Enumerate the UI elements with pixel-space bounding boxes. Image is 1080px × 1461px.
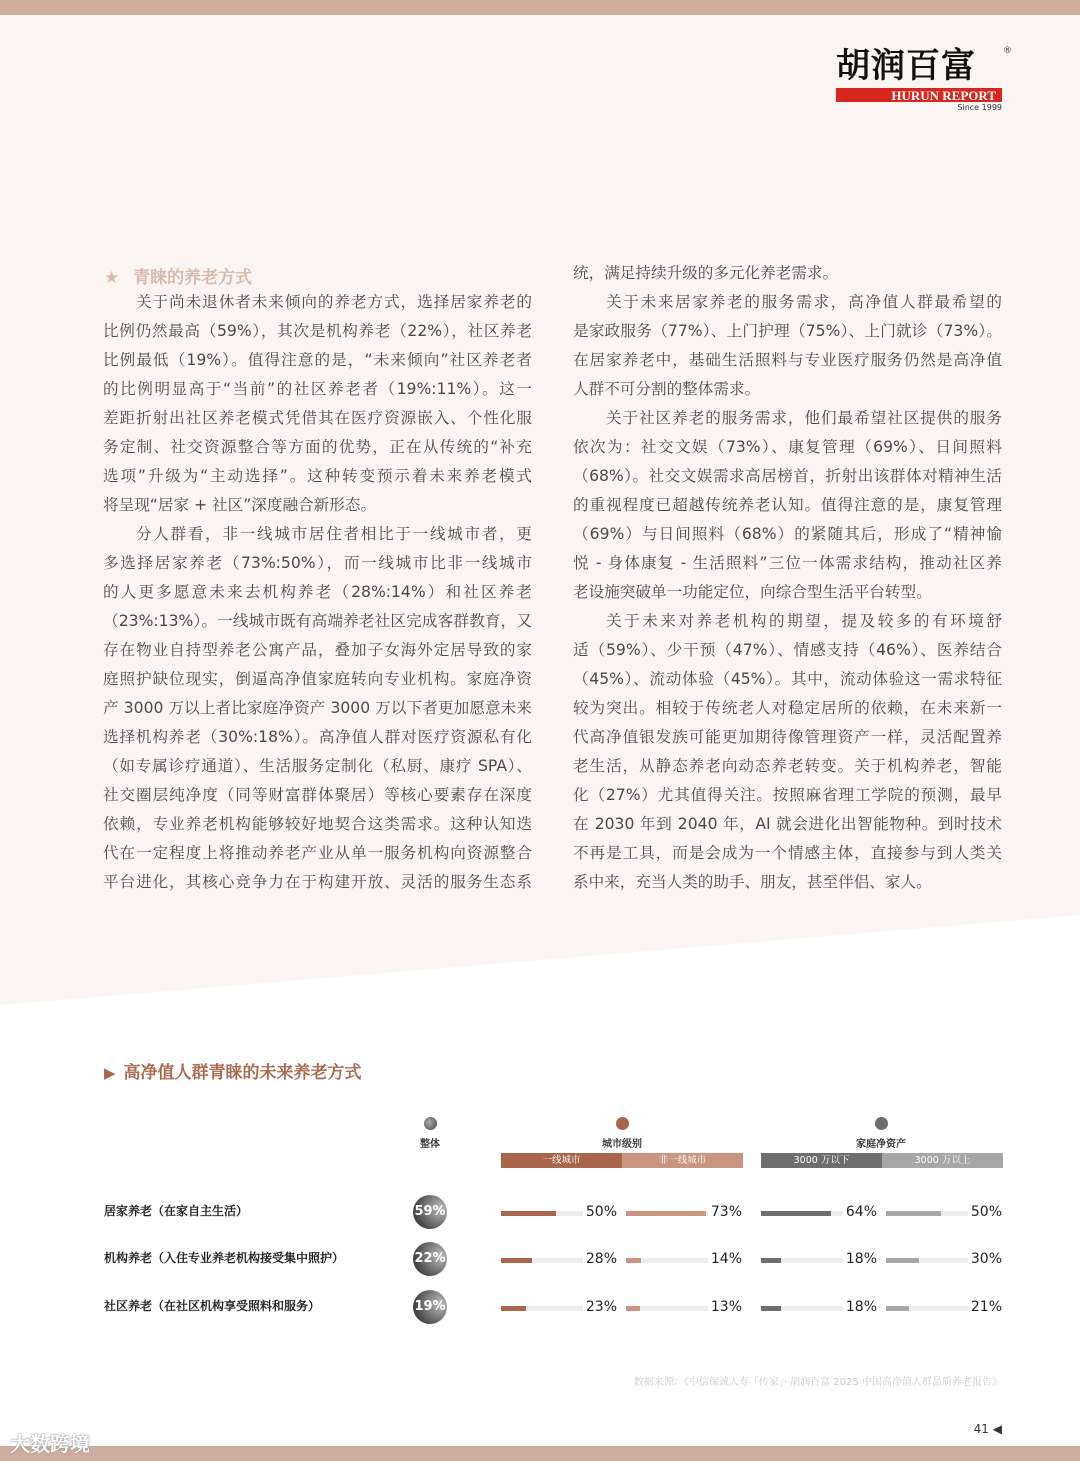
bar-value-text: 23% [583, 1299, 617, 1315]
paragraph-line: 差距折射出社区养老模式凭借其在医疗资源嵌入、个性化服 [103, 409, 532, 427]
paragraph-line: （23%:13%）。一线城市既有高端养老社区完成客群教育，又 [103, 612, 532, 630]
bar [501, 1258, 532, 1263]
page-arrow-icon: ◀ [992, 1422, 1002, 1436]
paragraph-line: 分人群看，非一线城市居住者相比于一线城市者，更 [136, 525, 532, 543]
paragraph-line: 比例仍然最高（59%），其次是机构养老（22%），社区养老 [103, 322, 532, 340]
top-band [0, 0, 1080, 15]
overall-dot-icon [424, 1117, 437, 1130]
paragraph-line: 老设施突破单一功能定位，向综合型生活平台转型。 [573, 583, 932, 601]
paragraph-line: 依赖，专业养老机构能够较好地契合这类需求。这种认知迭 [103, 815, 532, 833]
paragraph-line: 平台进化，其核心竞争力在于构建开放、灵活的服务生态系 [103, 873, 532, 891]
paragraph-line: 较为突出。相较于传统老人对稳定居所的依赖，在未来新一 [573, 699, 1002, 717]
bar-value-text: 18% [843, 1299, 877, 1315]
paragraph-line: 老生活，从静态养老向动态养老转变。关于机构养老，智能 [573, 757, 1002, 775]
category-label: 机构养老（入住专业养老机构接受集中照护） [104, 1251, 345, 1265]
paragraph-line: 人群不可分割的整体需求。 [573, 380, 761, 398]
series-header-above-30m: 3000 万以上 [882, 1153, 1003, 1168]
bar-value-label [952, 1299, 1002, 1315]
paragraph-line: 产 3000 万以上者比家庭净资产 3000 万以下者更加愿意未来 [103, 699, 532, 717]
paragraph-line: 依次为：社交文娱（73%）、康复管理（69%）、日间照料 [573, 438, 1002, 456]
bar [886, 1211, 941, 1216]
group-label-overall: 整体 [420, 1139, 440, 1150]
bar-value-label [692, 1204, 742, 1220]
bar-value-text: 13% [708, 1299, 742, 1315]
bar-value-label [692, 1299, 742, 1315]
chart-title [104, 1058, 362, 1083]
section-title-text: 青睐的养老方式 [133, 268, 253, 288]
bar-value-text: 50% [583, 1204, 617, 1220]
paragraph-line: 关于尚未退休者未来倾向的养老方式，选择居家养老的 [136, 293, 532, 311]
section-title [104, 263, 252, 288]
paragraph-line: 比例最低（19%）。值得注意的是，“未来倾向”社区养老者 [103, 351, 532, 369]
bar-value-text: 73% [708, 1204, 742, 1220]
bar [501, 1306, 526, 1311]
bar [761, 1258, 781, 1263]
paragraph-line: 的人更多愿意未来去机构养老（28%:14%）和社区养老 [103, 583, 532, 601]
paragraph-line: （45%）、流动体验（45%）。其中，流动体验这一需求特征 [573, 670, 1002, 688]
bar-value-label [567, 1299, 617, 1315]
paragraph-line: 代高净值银发族可能更加期待像管理资产一样，灵活配置养 [573, 728, 1002, 746]
group-label-assets: 家庭净资产 [856, 1139, 906, 1150]
data-source: 数据来源：《中信保诚人寿「传家」· 胡润百富 2025 中国高净值人群品质养老报告》 [633, 1377, 1002, 1388]
right-column [573, 259, 1002, 897]
bar-value-label [827, 1204, 877, 1220]
paragraph-line: 选项”升级为“主动选择”。这种转变预示着未来养老模式 [103, 467, 532, 485]
bar-value-label [567, 1251, 617, 1267]
paragraph-line: 适（59%）、少干预（47%）、情感支持（46%）、医养结合 [573, 641, 1002, 659]
bar-value-label [952, 1204, 1002, 1220]
bar [886, 1258, 919, 1263]
paragraph-line: 务定制、社交资源整合等方面的优势，正在从传统的“补充 [103, 438, 532, 456]
paragraph-line: 化（27%）尤其值得关注。按照麻省理工学院的预测，最早 [573, 786, 1002, 804]
bar-value-label [827, 1299, 877, 1315]
paragraph-line: 的重视程度已超越传统养老认知。值得注意的是，康复管理 [573, 496, 1002, 514]
bar [761, 1306, 781, 1311]
group-label-city: 城市级别 [602, 1139, 642, 1150]
triangle-icon: ▶ [104, 1064, 116, 1082]
logo-reg: ® [1003, 46, 1012, 56]
paragraph-line: 多选择居家养老（73%:50%），而一线城市比非一线城市 [103, 554, 532, 572]
logo-en: HURUN REPORT [836, 88, 1002, 102]
paragraph-line: 统，满足持续升级的多元化养老需求。 [573, 264, 839, 282]
paragraph-line: 关于未来居家养老的服务需求，高净值人群最希望的 [606, 293, 1002, 311]
bar-value-label [827, 1251, 877, 1267]
watermark: 大数跨境 [10, 1432, 90, 1456]
paragraph-line: 庭照护缺位现实，倒逼高净值家庭转向专业机构。家庭净资 [103, 670, 532, 688]
paragraph-line: 悦 - 身体康复 - 生活照料”三位一体需求结构，推动社区养 [573, 554, 1002, 572]
overall-value-circle: 22% [413, 1242, 447, 1276]
bar [626, 1306, 640, 1311]
star-icon: ★ [104, 268, 120, 288]
logo-cn: 胡润百富 [836, 46, 976, 86]
chart-title-text: 高净值人群青睐的未来养老方式 [123, 1063, 362, 1083]
page-number [974, 1422, 1002, 1436]
bar-value-text: 14% [708, 1251, 742, 1267]
assets-dot-icon [875, 1117, 888, 1130]
paragraph-line: 是家政服务（77%）、上门护理（75%）、上门就诊（73%）。 [573, 322, 1002, 340]
paragraph-line: 系中来，充当人类的助手、朋友，甚至伴侣、家人。 [573, 873, 932, 891]
bar [886, 1306, 909, 1311]
hurun-logo [836, 46, 1012, 112]
paragraph-line: （69%）与日间照料（68%）的紧随其后，形成了“精神愉 [573, 525, 1002, 543]
category-label: 社区养老（在社区机构享受照料和服务） [104, 1299, 321, 1313]
paragraph-line: 不再是工具，而是会成为一个情感主体，直接参与到人类关 [573, 844, 1002, 862]
bar-value-text: 28% [583, 1251, 617, 1267]
overall-value-circle: 59% [413, 1195, 447, 1229]
bar [626, 1258, 641, 1263]
series-header-below-30m: 3000 万以下 [761, 1153, 882, 1168]
bar-value-text: 64% [843, 1204, 877, 1220]
bar-value-label [567, 1204, 617, 1220]
paragraph-line: （如专属诊疗通道）、生活服务定制化（私厨、康疗 SPA）、 [103, 757, 532, 775]
paragraph-line: 关于未来对养老机构的期望，提及较多的有环境舒 [606, 612, 1002, 630]
series-header-non-tier1: 非一线城市 [622, 1153, 743, 1168]
paragraph-line: 将呈现“居家 + 社区”深度融合新形态。 [103, 496, 377, 514]
paragraph-line: 关于社区养老的服务需求，他们最希望社区提供的服务 [606, 409, 1002, 427]
paragraph-line: （68%）。社交文娱需求高居榜首，折射出该群体对精神生活 [573, 467, 1002, 485]
bar [501, 1211, 556, 1216]
bar-value-text: 50% [968, 1204, 1002, 1220]
logo-since: Since 1999 [957, 103, 1002, 112]
bar-value-text: 18% [843, 1251, 877, 1267]
bar-value-text: 30% [968, 1251, 1002, 1267]
bar-value-text: 21% [968, 1299, 1002, 1315]
paragraph-line: 代在一定程度上将推动养老产业从单一服务机构向资源整合 [103, 844, 532, 862]
paragraph-line: 的比例明显高于“当前”的社区养老者（19%:11%）。这一 [103, 380, 532, 398]
paragraph-line: 选择机构养老（30%:18%）。高净值人群对医疗资源私有化 [103, 728, 532, 746]
page-number-text: 41 [973, 1422, 989, 1436]
city-dot-icon [616, 1117, 629, 1130]
paragraph-line: 在居家养老中，基础生活照料与专业医疗服务仍然是高净值 [573, 351, 1002, 369]
bar-value-label [692, 1251, 742, 1267]
bar [761, 1211, 831, 1216]
left-column [103, 288, 532, 897]
bottom-band [0, 1446, 1080, 1461]
series-header-tier1: 一线城市 [501, 1153, 622, 1168]
paragraph-line: 在 2030 年到 2040 年，AI 就会进化出智能物种。到时技术 [573, 815, 1002, 833]
overall-value-circle: 19% [413, 1290, 447, 1324]
paragraph-line: 社交圈层纯净度（同等财富群体聚居）等核心要素存在深度 [103, 786, 532, 804]
category-label: 居家养老（在家自主生活） [104, 1204, 249, 1218]
bar-value-label [952, 1251, 1002, 1267]
paragraph-line: 存在物业自持型养老公寓产品，叠加子女海外定居导致的家 [103, 641, 532, 659]
